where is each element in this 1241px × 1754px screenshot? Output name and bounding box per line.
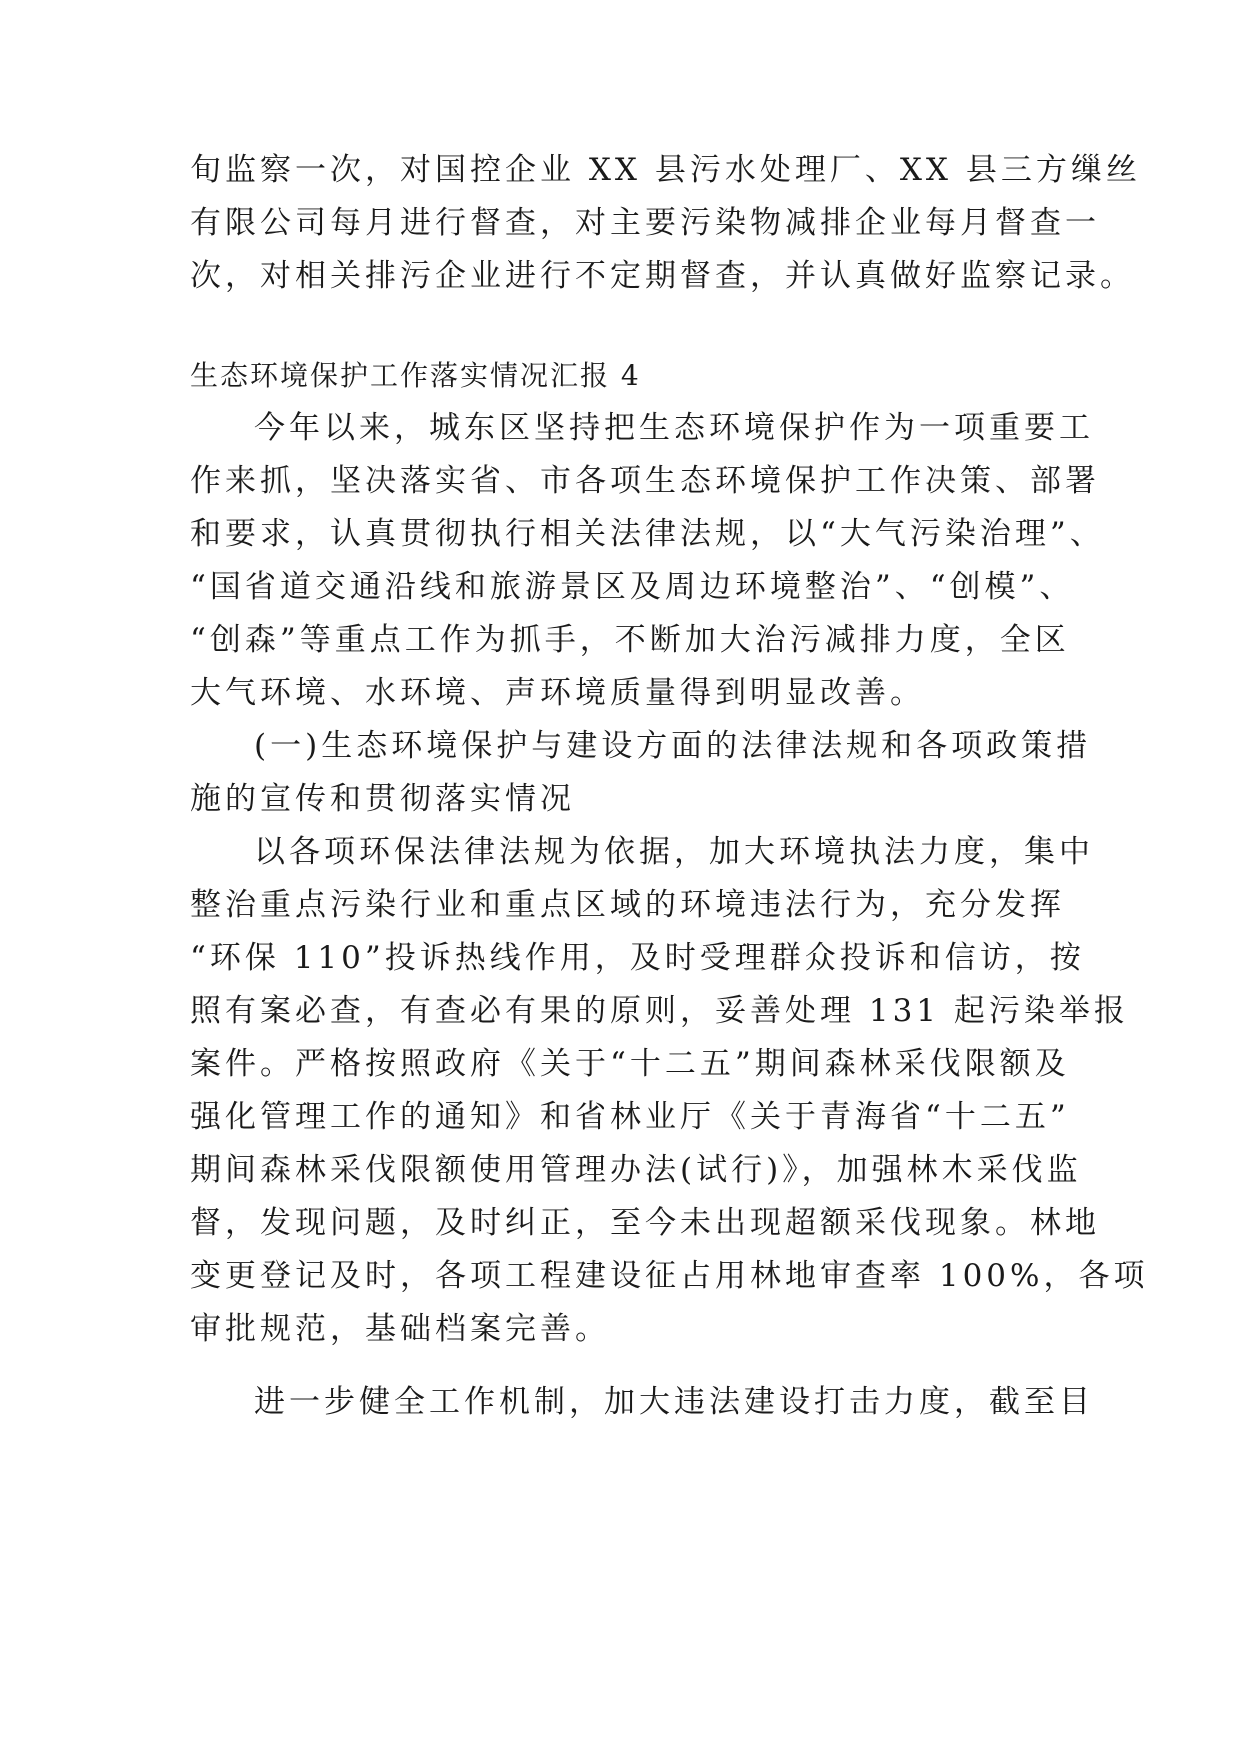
text-line: 整治重点污染行业和重点区域的环境违法行为，充分发挥 [190, 887, 1065, 923]
subheading-line: 施的宣传和贯彻落实情况 [190, 781, 575, 817]
text-line: 作来抓，坚决落实省、市各项生态环境保护工作决策、部署 [190, 463, 1100, 499]
text-line: 和要求，认真贯彻执行相关法律法规，以“大气污染治理”、 [190, 516, 1105, 552]
text-line: 变更登记及时，各项工程建设征占用林地审查率 100%，各项 [190, 1258, 1149, 1294]
text-line: 案件。严格按照政府《关于“十二五”期间森林采伐限额及 [190, 1046, 1070, 1082]
text-line: 有限公司每月进行督查，对主要污染物减排企业每月督查一 [190, 205, 1100, 241]
text-line: 大气环境、水环境、声环境质量得到明显改善。 [190, 675, 925, 711]
text-line: 督，发现问题，及时纠正，至今未出现超额采伐现象。林地 [190, 1205, 1100, 1241]
section-title: 生态环境保护工作落实情况汇报 4 [190, 359, 641, 392]
text-line: 照有案必查，有查必有果的原则，妥善处理 131 起污染举报 [190, 993, 1129, 1029]
text-line: 以各项环保法律法规为依据，加大环境执法力度，集中 [254, 834, 1094, 870]
subheading-line: (一)生态环境保护与建设方面的法律法规和各项政策措 [254, 728, 1092, 764]
text-line: 今年以来，城东区坚持把生态环境保护作为一项重要工 [254, 410, 1094, 446]
text-line: 进一步健全工作机制，加大违法建设打击力度，截至目 [254, 1384, 1094, 1420]
text-line: “创森”等重点工作为抓手，不断加大治污减排力度，全区 [190, 622, 1070, 658]
text-line: “环保 110”投诉热线作用，及时受理群众投诉和信访，按 [190, 940, 1085, 976]
text-line: 次，对相关排污企业进行不定期督查，并认真做好监察记录。 [190, 258, 1135, 294]
text-line: 强化管理工作的通知》和省林业厅《关于青海省“十二五” [190, 1099, 1070, 1135]
text-line: 期间森林采伐限额使用管理办法(试行)》，加强林木采伐监 [190, 1152, 1082, 1188]
text-line: 审批规范，基础档案完善。 [190, 1311, 610, 1347]
text-line: “国省道交通沿线和旅游景区及周边环境整治”、“创模”、 [190, 569, 1075, 605]
text-line: 旬监察一次，对国控企业 XX 县污水处理厂、XX 县三方缫丝 [190, 152, 1141, 188]
